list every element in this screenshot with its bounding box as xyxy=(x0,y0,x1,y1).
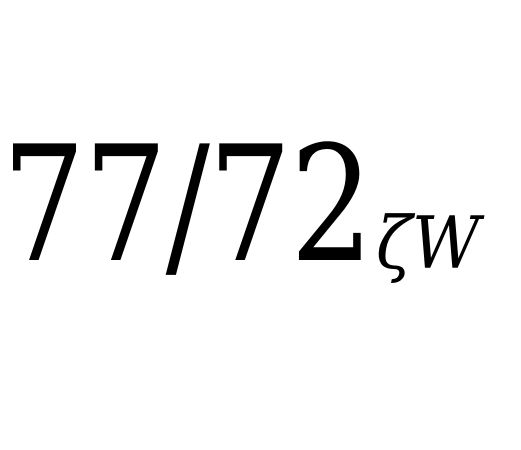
subscript-text: ζW xyxy=(376,201,480,285)
math-expression xyxy=(0,110,521,330)
fraction-text: 77/72 xyxy=(2,111,372,298)
